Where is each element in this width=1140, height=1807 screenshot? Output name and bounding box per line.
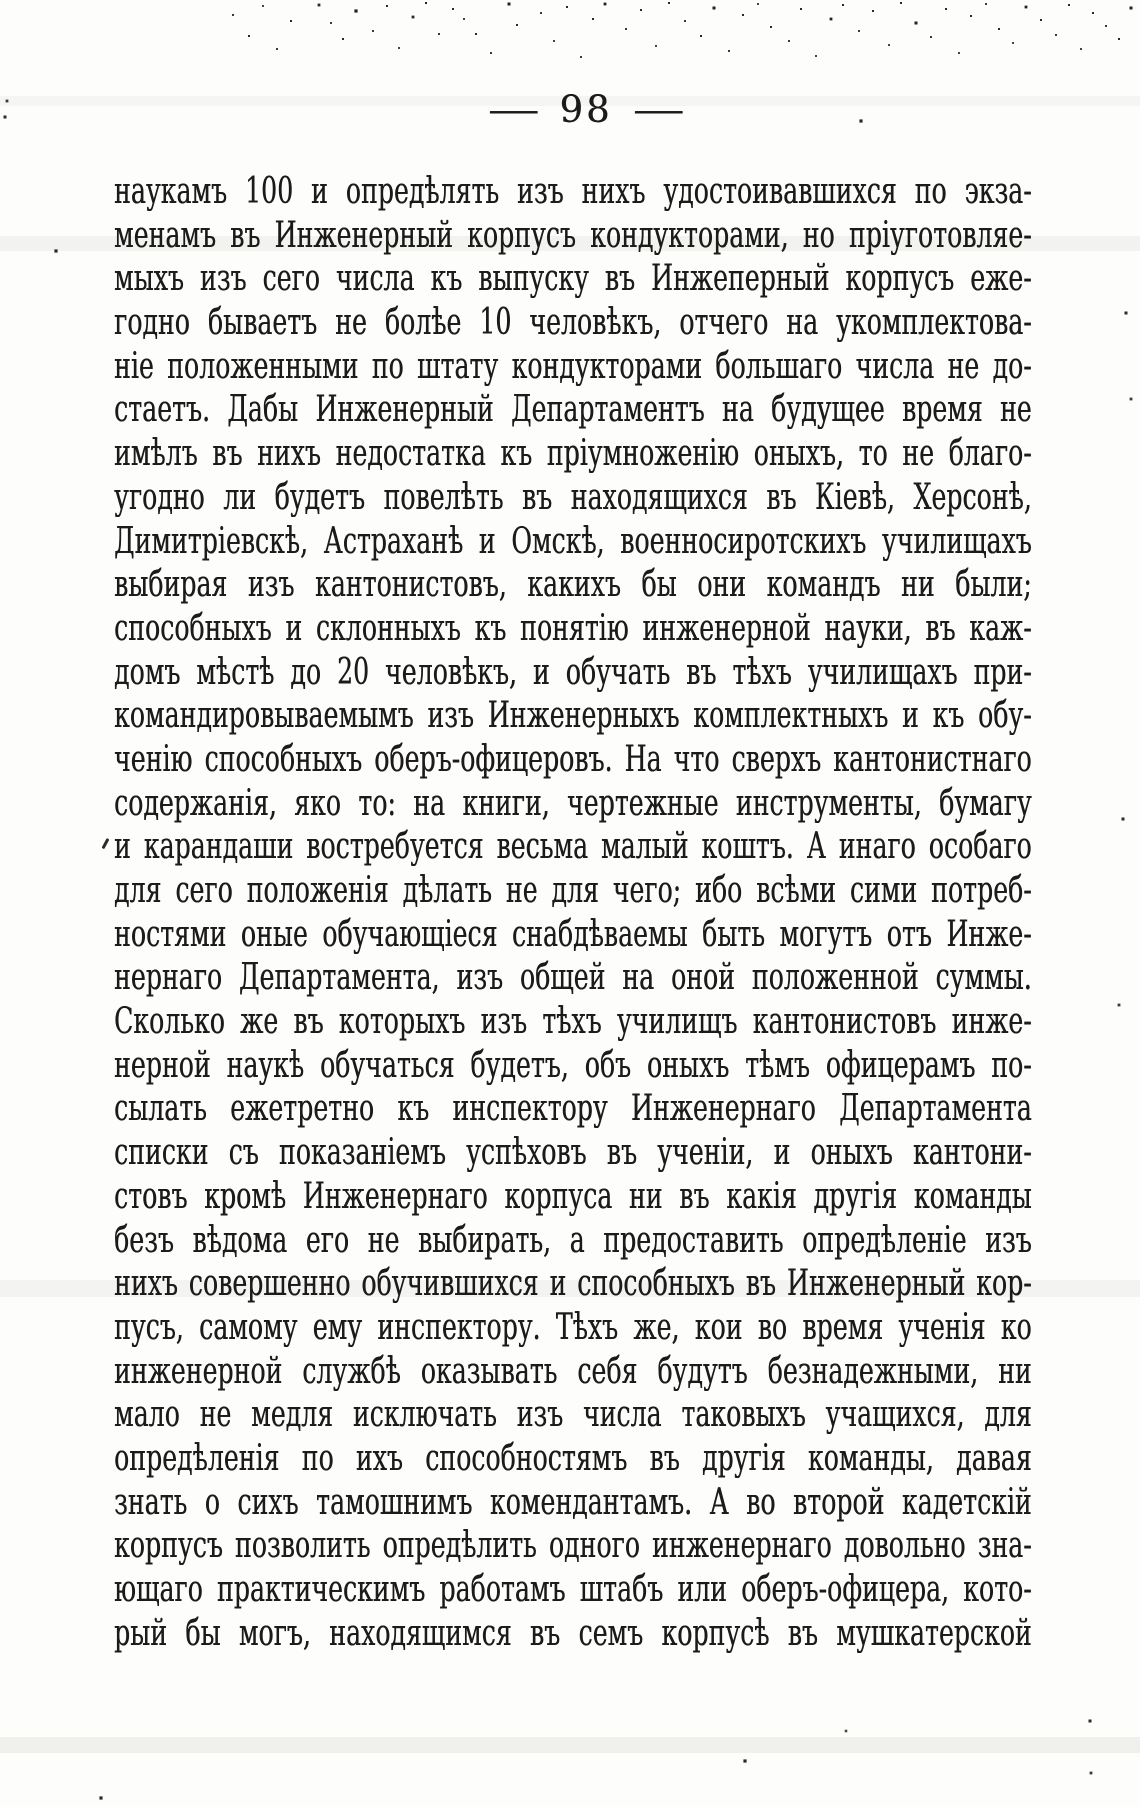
text-line: стовъ кромѣ Инженернаго корпуса ни въ какія другія команды	[114, 1175, 1032, 1217]
header-dash-right: —	[632, 88, 684, 131]
ink-artifact-mark	[102, 838, 109, 849]
text-line: рый бы могъ, находящимся въ семъ корпусѣ въ мушкатерской	[114, 1612, 1032, 1654]
text-line: безъ вѣдома его не выбирать, а предоставить опредѣленіе изъ	[114, 1219, 1032, 1261]
text-line: и карандаши востребуется весьма малый коштъ. А инаго особаго	[114, 826, 1032, 868]
text-line: Димитріевскѣ, Астраханѣ и Омскѣ, военносиротскихъ училищахъ	[114, 520, 1032, 562]
text-line: годно бываетъ не болѣе 10 человѣкъ, отчего на укомплектова-	[114, 302, 1032, 344]
page-number: 98	[559, 88, 613, 131]
text-line: нерной наукѣ обучаться будетъ, объ оныхъ тѣмъ офицерамъ по-	[114, 1044, 1032, 1086]
header-dash-left: —	[488, 88, 540, 131]
text-line: инженерной службѣ оказывать себя будутъ безнадежными, ни	[114, 1350, 1032, 1392]
text-line: угодно ли будетъ повелѣть въ находящихся въ Кіевѣ, Херсонѣ,	[114, 476, 1032, 518]
page-header	[16, 88, 1140, 132]
text-line: списки съ показаніемъ успѣховъ въ ученіи, и оныхъ кантони-	[114, 1132, 1032, 1174]
text-line: командировываемымъ изъ Инженерныхъ комплектныхъ и къ обу-	[114, 695, 1032, 737]
text-line: Сколько же въ которыхъ изъ тѣхъ училищъ кантонистовъ инже-	[114, 1001, 1032, 1043]
text-line: наукамъ 100 и опредѣлять изъ нихъ удостоивавшихся по экза-	[114, 171, 1032, 212]
text-line: нихъ совершенно обучившихся и способныхъ въ Инженерный кор-	[114, 1263, 1032, 1305]
text-line: пусъ, самому ему инспектору. Тѣхъ же, кои во время ученія ко	[114, 1306, 1032, 1348]
text-line: сылать ежетретно къ инспектору Инженернаго Департамента	[114, 1088, 1032, 1130]
scan-noise-speckles	[0, 0, 2, 2]
text-line: способныхъ и склонныхъ къ понятію инженерной науки, въ каж-	[114, 607, 1032, 649]
text-line: корпусъ позволить опредѣлить одного инженернаго довольно зна-	[114, 1525, 1032, 1567]
text-line: знать о сихъ тамошнимъ комендантамъ. А во второй кадетскій	[114, 1481, 1032, 1523]
text-line: стаетъ. Дабы Инженерный Департаментъ на будущее время не	[114, 389, 1032, 431]
text-line: ніе положенными по штату кондукторами большаго числа не до-	[114, 345, 1032, 387]
text-line: содержанія, яко то: на книги, чертежные инструменты, бумагу	[114, 782, 1032, 824]
text-line: ченію способныхъ оберъ-офицеровъ. На что сверхъ кантонистнаго	[114, 738, 1032, 780]
text-line: нернаго Департамента, изъ общей на оной положенной суммы.	[114, 957, 1032, 999]
text-line: ющаго практическимъ работамъ штабъ или оберъ-офицера, кото-	[114, 1569, 1032, 1610]
body-text-block	[114, 170, 1032, 1655]
text-line: ностями оные обучающіеся снабдѣваемы быть могутъ отъ Инже-	[114, 913, 1032, 955]
text-line: для сего положенія дѣлать не для чего; ибо всѣми сими потреб-	[114, 870, 1032, 911]
text-line: домъ мѣстѣ до 20 человѣкъ, и обучать въ тѣхъ училищахъ при-	[114, 651, 1032, 693]
text-line: мало не медля исключать изъ числа таковыхъ учащихся, для	[114, 1394, 1032, 1436]
text-line: менамъ въ Инженерный корпусъ кондукторами, но пріуготовляе-	[114, 214, 1032, 256]
text-line: выбирая изъ кантонистовъ, какихъ бы они командъ ни были;	[114, 564, 1032, 606]
text-line: мыхъ изъ сего числа къ выпуску въ Инжеперный корпусъ еже-	[114, 258, 1032, 300]
text-line: имѣлъ въ нихъ недостатка къ пріумноженію оныхъ, то не благо-	[114, 433, 1032, 475]
text-line: опредѣленія по ихъ способностямъ въ другія команды, давая	[114, 1437, 1032, 1479]
